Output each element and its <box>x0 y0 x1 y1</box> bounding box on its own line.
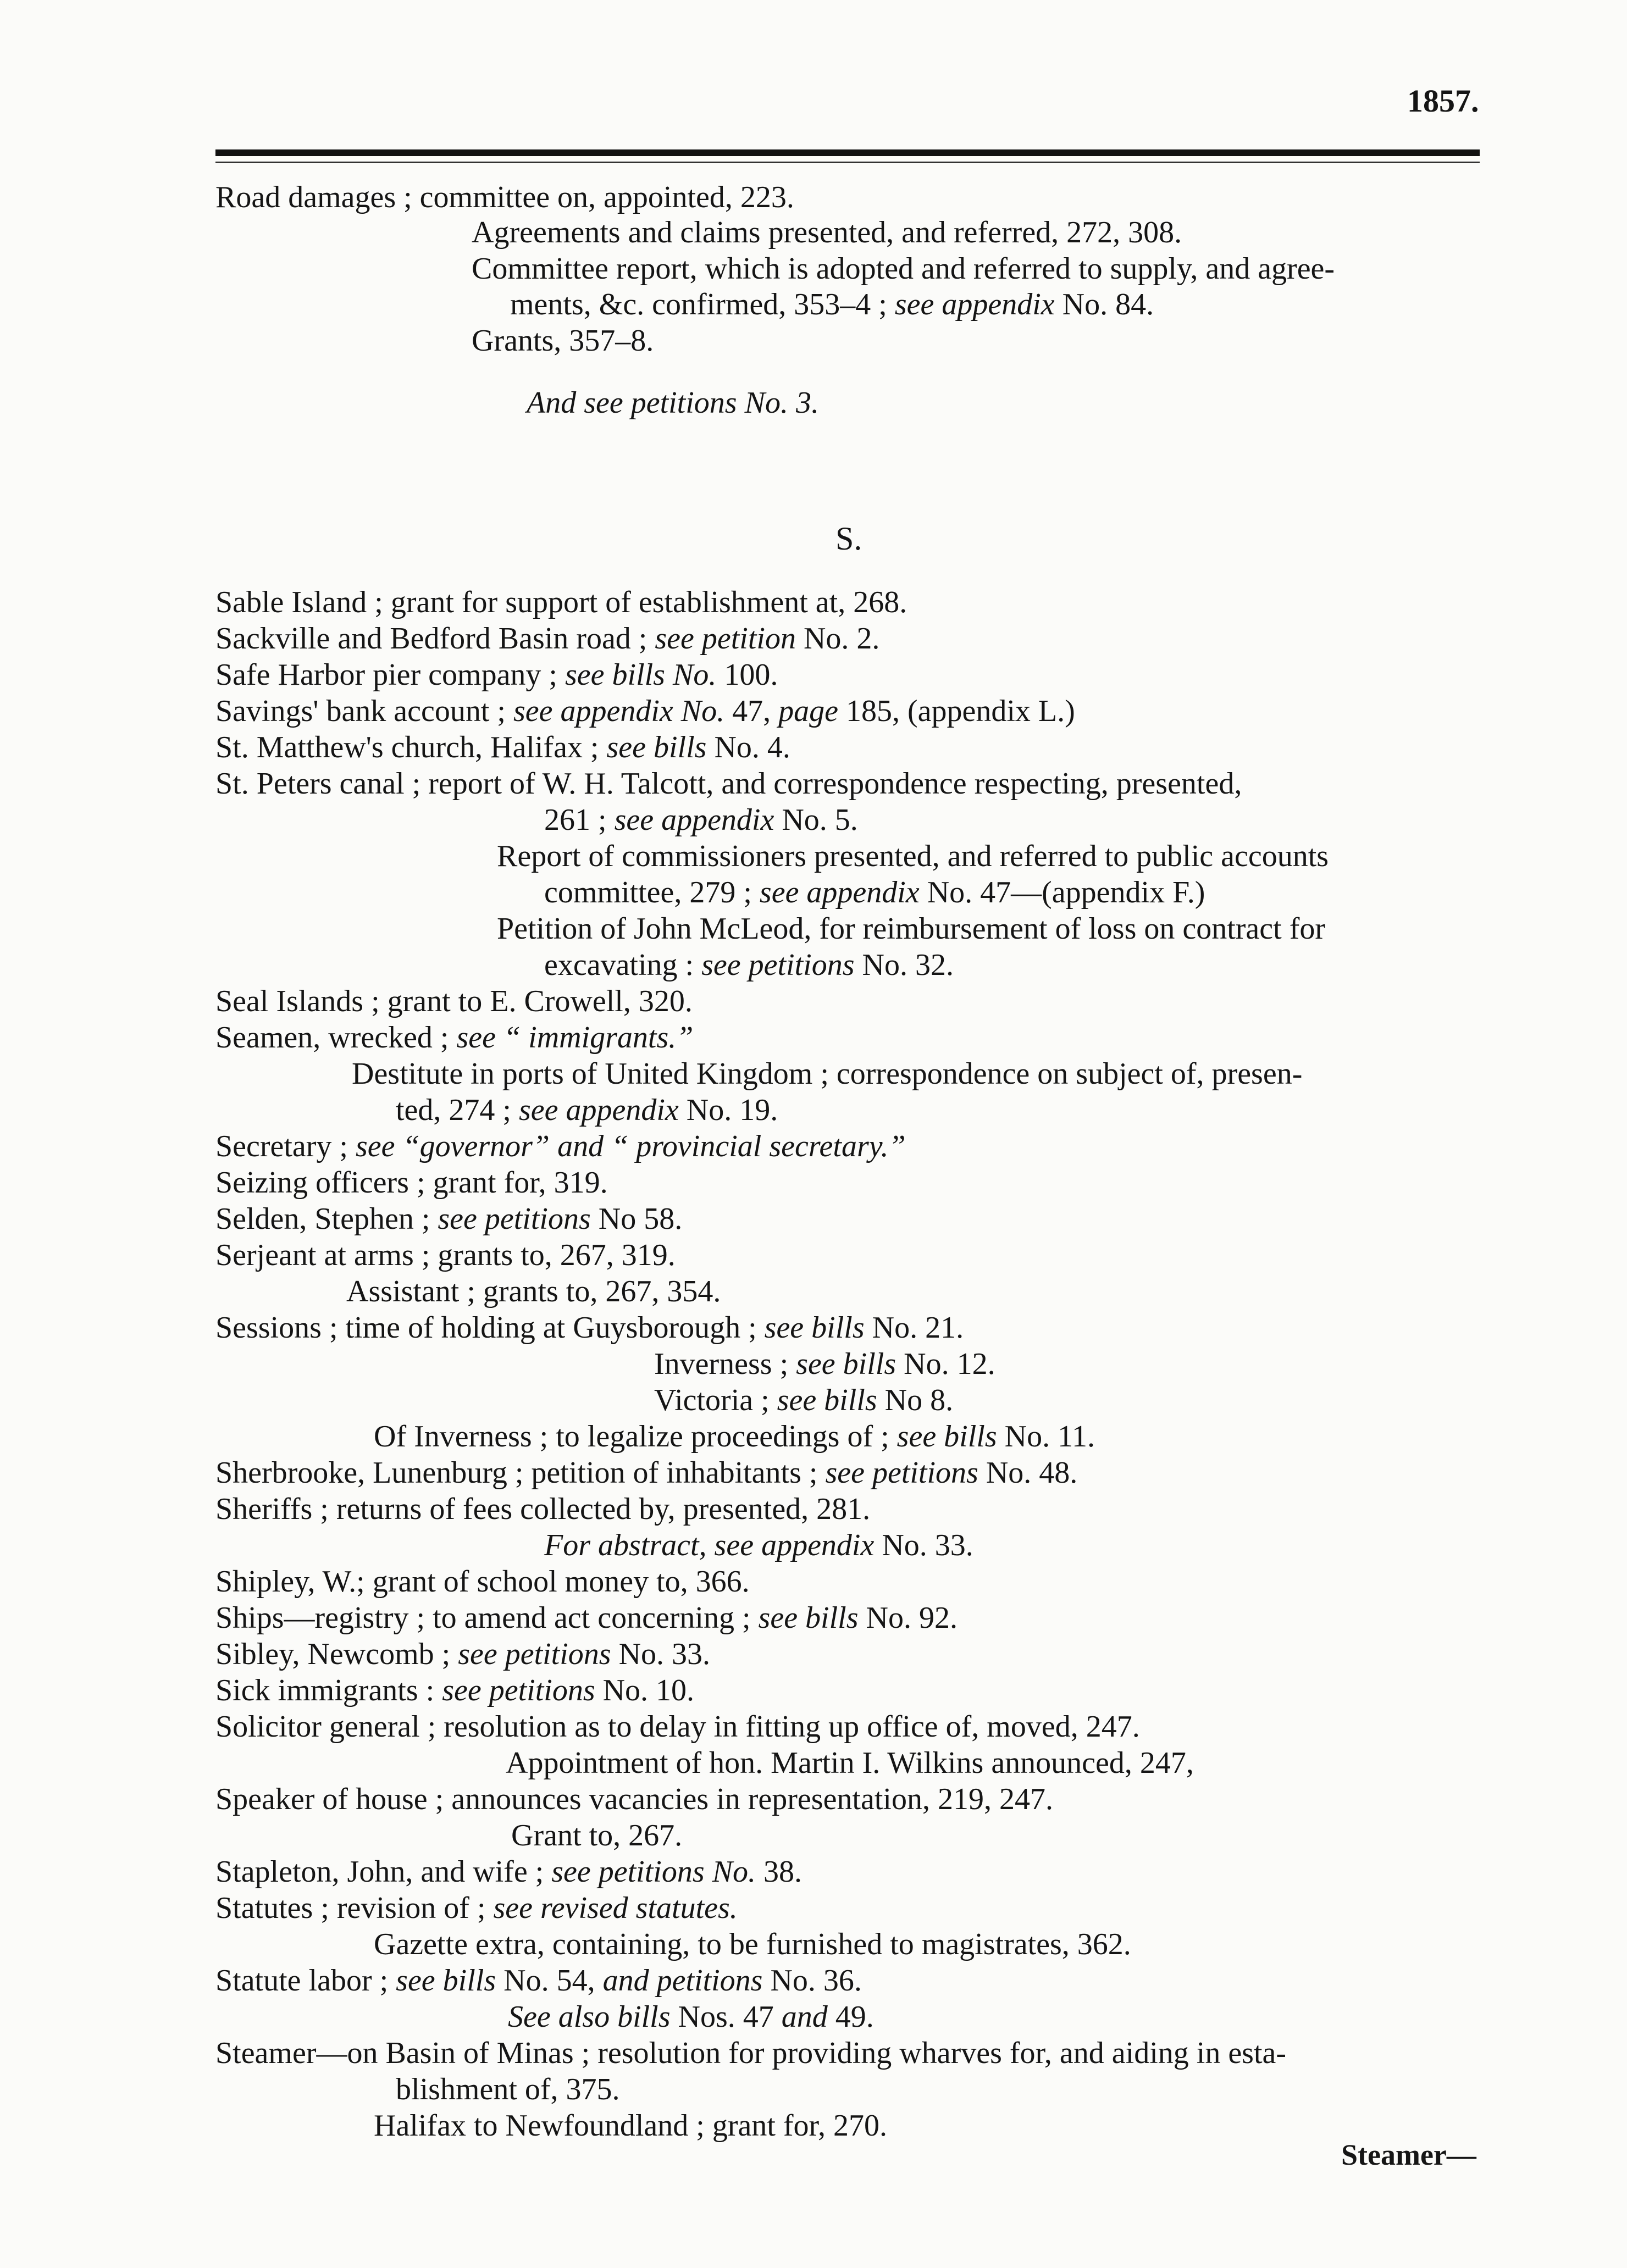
cross-reference-text: page <box>778 694 838 728</box>
index-line-road-damages-5 <box>472 323 654 359</box>
index-line-stapleton <box>215 1854 802 1890</box>
cross-reference-text: see petition <box>655 622 796 656</box>
index-line-st-peters-3 <box>497 838 1329 874</box>
entry-text: Statute labor ; <box>215 1964 396 1998</box>
cross-reference-text: see bills <box>396 1964 496 1998</box>
entry-text: Sable Island ; grant for support of establishment at, 268. <box>215 585 907 619</box>
index-line-speaker-2 <box>511 1817 682 1854</box>
index-line-sheriffs-2 <box>544 1527 973 1563</box>
entry-text: Selden, Stephen ; <box>215 1202 438 1236</box>
entry-text: Petition of John McLeod, for reimbursement of loss on contract for <box>497 912 1325 946</box>
cross-reference-text: see “governor” and “ provincial secretary.” <box>355 1129 906 1163</box>
entry-text: Seizing officers ; grant for, 319. <box>215 1166 608 1200</box>
entry-text: 100. <box>716 658 778 692</box>
index-line-st-matthews <box>215 729 790 766</box>
entry-text: Stapleton, John, and wife ; <box>215 1855 552 1889</box>
cross-reference-text: And see petitions No. 3. <box>527 386 819 420</box>
index-line-selden <box>215 1201 682 1237</box>
entry-text: Grant to, 267. <box>511 1818 683 1853</box>
entry-text: Seamen, wrecked ; <box>215 1021 457 1055</box>
index-line-serjeant-1 <box>215 1237 676 1273</box>
index-line-speaker-1 <box>215 1781 1053 1817</box>
cross-reference-text: see bills <box>764 1311 865 1345</box>
index-line-sessions-1 <box>215 1310 964 1346</box>
cross-reference-text: and petitions <box>602 1964 763 1998</box>
index-line-ships-registry <box>215 1600 958 1636</box>
cross-reference-text: see bills <box>758 1601 859 1635</box>
cross-reference-text: see petitions <box>458 1637 611 1671</box>
index-line-sessions-4 <box>374 1418 1095 1455</box>
entry-text: 47, <box>724 694 779 728</box>
entry-text: committee, 279 ; <box>544 875 760 910</box>
index-line-statutes-2 <box>374 1926 1131 1962</box>
entry-text: No. 33. <box>611 1637 711 1671</box>
entry-text: No. 21. <box>864 1311 964 1345</box>
index-line-statute-labor-1 <box>215 1962 862 1999</box>
entry-text: Sibley, Newcomb ; <box>215 1637 458 1671</box>
entry-text: Sick immigrants : <box>215 1673 442 1707</box>
index-line-st-peters-4 <box>544 874 1205 911</box>
entry-text: Halifax to Newfoundland ; grant for, 270. <box>374 2109 887 2143</box>
entry-text: No. 2. <box>795 622 880 656</box>
cross-reference-text: see bills <box>606 730 707 764</box>
index-line-road-damages-4 <box>510 286 1154 323</box>
entry-text: Of Inverness ; to legalize proceedings of ; <box>374 1419 897 1454</box>
index-line-st-peters-1 <box>215 766 1242 802</box>
entry-text: Appointment of hon. Martin I. Wilkins announced, 247, <box>506 1746 1194 1780</box>
entry-text: No. 4. <box>706 730 790 764</box>
entry-text: Serjeant at arms ; grants to, 267, 319. <box>215 1238 676 1272</box>
index-line-seal-islands <box>215 983 693 1019</box>
entry-text: Victoria ; <box>654 1383 777 1417</box>
entry-text: No. 12. <box>896 1347 995 1381</box>
cross-reference-text: see appendix <box>759 875 920 910</box>
cross-reference-text: see revised statutes. <box>493 1891 738 1925</box>
cross-reference-text: See also bills <box>508 2000 671 2034</box>
index-line-seamen-1 <box>215 1019 693 1056</box>
cross-reference-text: see “ immigrants.” <box>456 1021 694 1055</box>
cross-reference-text: see petitions <box>438 1202 591 1236</box>
entry-text: Ships—registry ; to amend act concerning ; <box>215 1601 759 1635</box>
entry-text: excavating : <box>544 948 702 982</box>
index-line-statutes-1 <box>215 1890 738 1926</box>
index-line-safe-harbor <box>215 657 778 693</box>
index-line-statute-labor-2 <box>508 1999 874 2035</box>
cross-reference-text: see petitions <box>442 1673 595 1707</box>
index-line-sessions-3 <box>654 1382 953 1418</box>
index-line-sick-immigrants <box>215 1672 694 1709</box>
cross-reference-text: see bills <box>896 1419 997 1454</box>
cross-reference-text: and <box>781 2000 828 2034</box>
index-line-st-peters-2 <box>544 802 858 838</box>
header-rule-thin <box>215 162 1480 163</box>
index-line-seizing <box>215 1165 608 1201</box>
entry-text: No. 36. <box>762 1964 862 1998</box>
index-line-seamen-2 <box>352 1056 1302 1092</box>
entry-text: No. 32. <box>854 948 954 982</box>
cross-reference-text: see petitions <box>825 1456 978 1490</box>
entry-text: Report of commissioners presented, and referred to public accounts <box>497 839 1329 873</box>
section-letter-heading: S. <box>835 520 862 557</box>
entry-text: Sheriffs ; returns of fees collected by, presented, 281. <box>215 1492 871 1526</box>
cross-reference-text: see bills <box>796 1347 896 1381</box>
entry-text: 185, (appendix L.) <box>838 694 1075 728</box>
entry-text: No. 19. <box>678 1093 778 1127</box>
entry-text: Gazette extra, containing, to be furnished to magistrates, 362. <box>374 1927 1131 1961</box>
entry-text: ted, 274 ; <box>396 1093 519 1127</box>
entry-text: St. Peters canal ; report of W. H. Talcott, and correspondence respecting, presented, <box>215 767 1242 801</box>
entry-text: 49. <box>827 2000 874 2034</box>
entry-text: Steamer—on Basin of Minas ; resolution for providing wharves for, and aiding in esta- <box>215 2036 1287 2070</box>
index-line-sessions-2 <box>654 1346 995 1382</box>
index-line-shipley <box>215 1563 750 1600</box>
entry-text: No. 33. <box>874 1528 973 1562</box>
index-line-road-damages-2 <box>472 214 1182 251</box>
entry-text: No. 48. <box>978 1456 1078 1490</box>
entry-text: Savings' bank account ; <box>215 694 513 728</box>
entry-text: blishment of, 375. <box>396 2072 620 2106</box>
entry-text: Grants, 357–8. <box>472 324 654 358</box>
entry-text: No. 54, <box>496 1964 603 1998</box>
entry-text: Speaker of house ; announces vacancies in representation, 219, 247. <box>215 1782 1053 1816</box>
index-line-steamer-1 <box>215 2035 1286 2071</box>
entry-text: Agreements and claims presented, and referred, 272, 308. <box>472 215 1182 249</box>
index-line-serjeant-2 <box>346 1273 721 1310</box>
entry-text: Road damages ; committee on, appointed, 223. <box>215 180 794 214</box>
catchword: Steamer— <box>1341 2138 1476 2171</box>
entry-text: No. 11. <box>997 1419 1095 1454</box>
entry-text: Shipley, W.; grant of school money to, 366. <box>215 1565 750 1599</box>
cross-reference-text: see appendix <box>894 287 1055 321</box>
index-line-savings-bank <box>215 693 1075 729</box>
entry-text: St. Matthew's church, Halifax ; <box>215 730 607 764</box>
entry-text: Safe Harbor pier company ; <box>215 658 565 692</box>
entry-text: No 58. <box>590 1202 683 1236</box>
index-line-sheriffs-1 <box>215 1491 870 1527</box>
entry-text: Statutes ; revision of ; <box>215 1891 494 1925</box>
header-rule-thick <box>215 149 1480 156</box>
entry-text: No. 47—(appendix F.) <box>919 875 1205 910</box>
index-line-secretary <box>215 1128 906 1165</box>
entry-text: Nos. 47 <box>670 2000 782 2034</box>
entry-text: Secretary ; <box>215 1129 356 1163</box>
index-line-st-peters-6 <box>544 947 954 983</box>
entry-text: No. 10. <box>595 1673 695 1707</box>
index-line-road-damages-1 <box>215 179 794 215</box>
index-line-steamer-3 <box>374 2108 887 2144</box>
entry-text: Committee report, which is adopted and referred to supply, and agree- <box>472 252 1335 286</box>
cross-reference-text: see petitions <box>701 948 855 982</box>
cross-reference-text: see appendix <box>518 1093 679 1127</box>
entry-text: No. 84. <box>1054 287 1154 321</box>
entry-text: Seal Islands ; grant to E. Crowell, 320. <box>215 984 693 1018</box>
entry-text: 38. <box>756 1855 802 1889</box>
index-line-solicitor-2 <box>506 1745 1194 1781</box>
cross-reference-text: see appendix <box>614 803 774 837</box>
entry-text: No. 92. <box>858 1601 958 1635</box>
entry-text: Inverness ; <box>654 1347 796 1381</box>
cross-reference-text: see petitions No. <box>551 1855 756 1889</box>
index-line-sibley <box>215 1636 710 1672</box>
entry-text: No 8. <box>877 1383 954 1417</box>
index-line-road-damages-3 <box>472 251 1335 287</box>
index-line-road-damages-6 <box>527 385 819 421</box>
entry-text: Solicitor general ; resolution as to delay in fitting up office of, moved, 247. <box>215 1710 1140 1744</box>
entry-text: ments, &c. confirmed, 353–4 ; <box>510 287 895 321</box>
entry-text: Destitute in ports of United Kingdom ; correspondence on subject of, presen- <box>352 1057 1303 1091</box>
index-line-solicitor-1 <box>215 1709 1140 1745</box>
index-line-st-peters-5 <box>497 911 1325 947</box>
page-year-header: 1857. <box>1407 83 1479 119</box>
cross-reference-text: For abstract, see appendix <box>544 1528 875 1562</box>
cross-reference-text: see bills <box>777 1383 877 1417</box>
cross-reference-text: see appendix No. <box>513 694 725 728</box>
entry-text: No. 5. <box>774 803 858 837</box>
cross-reference-text: see bills No. <box>565 658 717 692</box>
entry-text: 261 ; <box>544 803 615 837</box>
entry-text: Assistant ; grants to, 267, 354. <box>346 1274 721 1308</box>
index-line-sherbrooke <box>215 1455 1077 1491</box>
index-line-steamer-2 <box>396 2071 620 2108</box>
entry-text: Sackville and Bedford Basin road ; <box>215 622 655 656</box>
entry-text: Sherbrooke, Lunenburg ; petition of inhabitants ; <box>215 1456 826 1490</box>
entry-text: Sessions ; time of holding at Guysborough ; <box>215 1311 765 1345</box>
index-line-sackville <box>215 620 879 657</box>
index-line-seamen-3 <box>396 1092 778 1128</box>
index-line-sable-island <box>215 584 907 620</box>
